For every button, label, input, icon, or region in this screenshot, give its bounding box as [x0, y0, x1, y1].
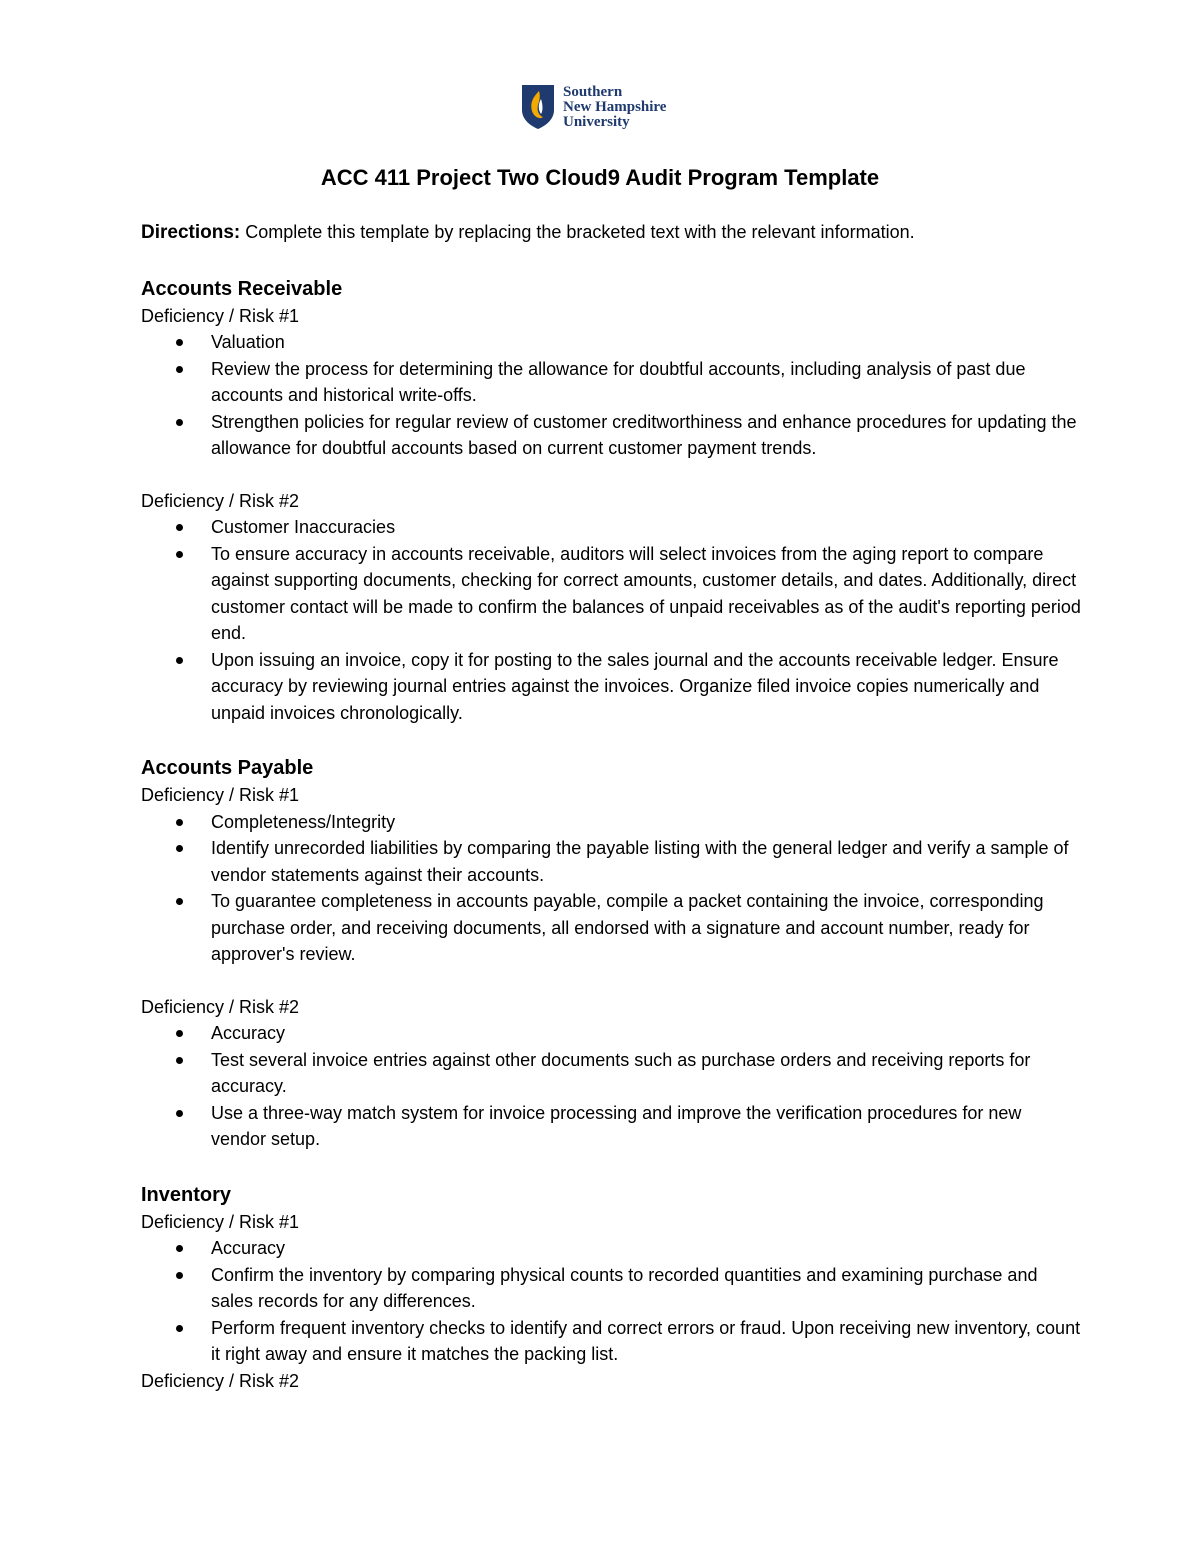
deficiency-list — [141, 1020, 1081, 1153]
list-item: Confirm the inventory by comparing physical counts to recorded quantities and examining purchase and sales records for any differences. — [141, 1262, 1081, 1315]
directions-label: Directions: — [141, 222, 241, 243]
deficiency-label: Deficiency / Risk #1 — [141, 305, 300, 326]
deficiency-list — [141, 514, 1081, 726]
section — [141, 275, 1081, 727]
list-item: Identify unrecorded liabilities by comparing the payable listing with the general ledger and verify a sample of vendor statements against their accounts. — [141, 835, 1081, 888]
deficiency-list — [141, 1235, 1081, 1368]
document-title: ACC 411 Project Two Cloud9 Audit Program Template — [320, 165, 880, 190]
section-heading: Accounts Receivable — [141, 277, 343, 300]
list-item: Upon issuing an invoice, copy it for posting to the sales journal and the accounts receivable ledger. Ensure accuracy by reviewing journal entries against the invoices. Organize filed invoice copies numerically and unpaid invoices chronologically. — [141, 647, 1081, 727]
risk-category-item: Completeness/Integrity — [141, 809, 1081, 836]
section-heading: Inventory — [141, 1183, 232, 1206]
university-logo — [521, 84, 666, 132]
logo-line-3: University — [563, 114, 630, 130]
section-heading: Accounts Payable — [141, 757, 314, 779]
sections-container — [141, 275, 1081, 1395]
risk-category-item: Accuracy — [141, 1020, 1081, 1047]
deficiency-label: Deficiency / Risk #2 — [141, 996, 300, 1017]
deficiency-label: Deficiency / Risk #2 — [141, 490, 300, 511]
shield-flame-icon — [521, 84, 555, 130]
deficiency-label: Deficiency / Risk #1 — [141, 785, 300, 805]
risk-category-item: Valuation — [141, 329, 1081, 356]
list-item: Test several invoice entries against other documents such as purchase orders and receiving reports for accuracy. — [141, 1047, 1081, 1100]
risk-category-item: Customer Inaccuracies — [141, 514, 1081, 541]
list-item: Perform frequent inventory checks to identify and correct errors or fraud. Upon receiving new inventory, count it right away and ensure it matches the packing list. — [141, 1315, 1081, 1368]
section-spacer — [141, 726, 1081, 754]
list-item: To ensure accuracy in accounts receivable, auditors will select invoices from the aging report to compare against supporting documents, checking for correct amounts, customer details, and dates. Additionally, direct customer contact will be made to confirm the balances of unpaid receivables as of the audit's reporting period end. — [141, 541, 1081, 647]
risk-category-item: Accuracy — [141, 1235, 1081, 1262]
paragraph-spacer — [141, 462, 1081, 488]
document-body — [141, 219, 1081, 1394]
deficiency-list — [141, 329, 1081, 462]
logo-wordmark — [563, 85, 666, 130]
deficiency-label: Deficiency / Risk #2 — [141, 1370, 300, 1391]
directions-text: Complete this template by replacing the bracketed text with the relevant information. — [240, 222, 915, 242]
list-item: Use a three-way match system for invoice processing and improve the verification procedures for new vendor setup. — [141, 1100, 1081, 1153]
paragraph-spacer — [141, 968, 1081, 994]
list-item: To guarantee completeness in accounts payable, compile a packet containing the invoice, corresponding purchase order, and receiving documents, all endorsed with a signature and account number, ready for approver's review. — [141, 888, 1081, 968]
section-spacer — [141, 1153, 1081, 1181]
logo-line-1: Southern — [563, 84, 623, 100]
directions-paragraph — [141, 219, 1081, 247]
deficiency-list — [141, 809, 1081, 968]
logo-line-2: New Hampshire — [563, 99, 667, 115]
section — [141, 726, 1081, 1153]
list-item: Review the process for determining the allowance for doubtful accounts, including analysis of past due accounts and historical write-offs. — [141, 356, 1081, 409]
deficiency-label: Deficiency / Risk #1 — [141, 1211, 300, 1232]
section — [141, 1153, 1081, 1395]
list-item: Strengthen policies for regular review of customer creditworthiness and enhance procedures for updating the allowance for doubtful accounts based on current customer payment trends. — [141, 409, 1081, 462]
